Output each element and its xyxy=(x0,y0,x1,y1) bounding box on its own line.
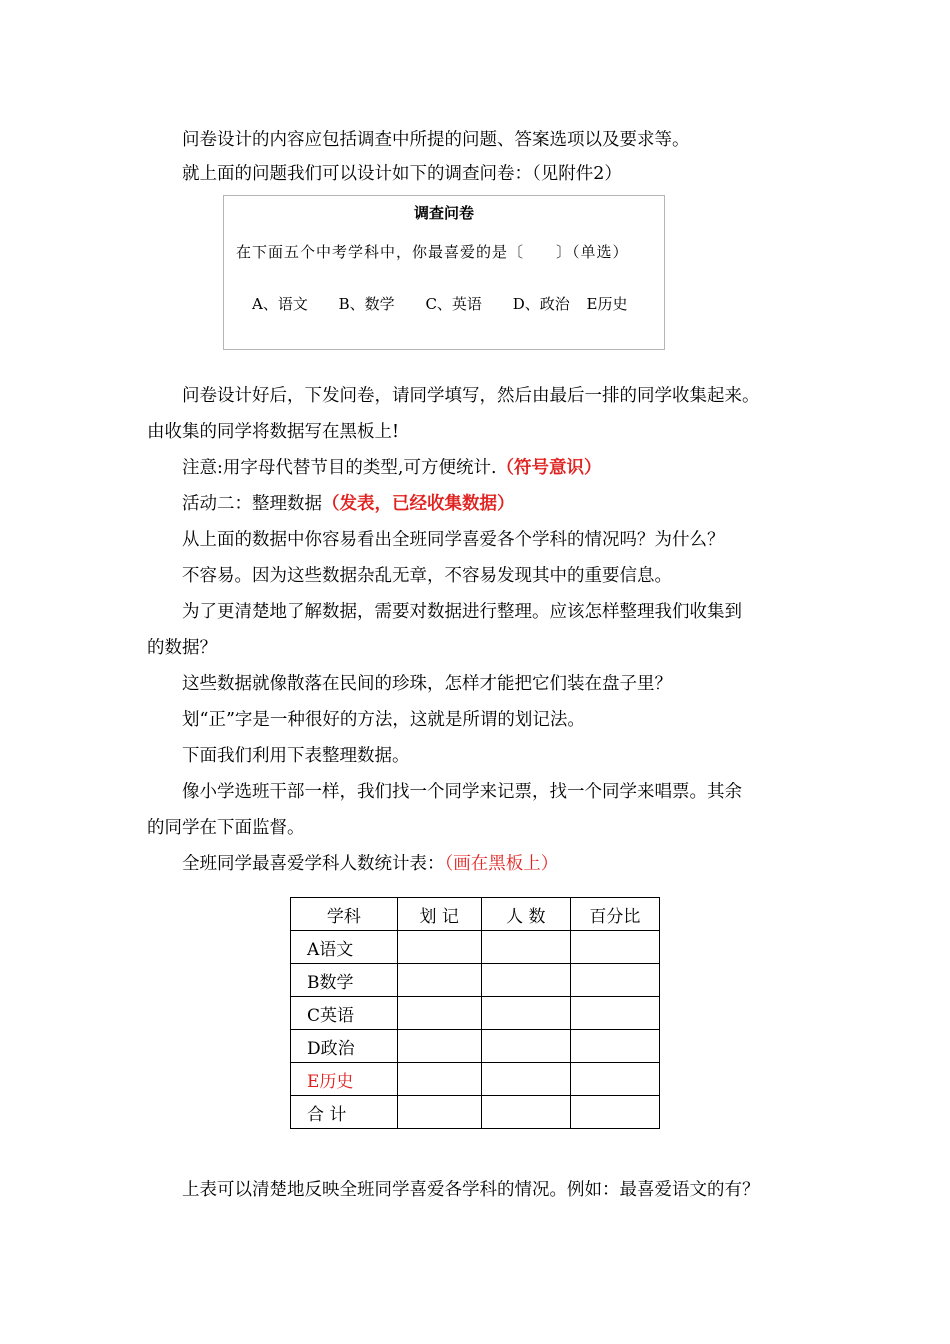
table-caption-highlight: （画在黑板上） xyxy=(444,854,559,874)
tally-cell xyxy=(397,964,481,997)
question-2: 这些数据就像散落在民间的珍珠，怎样才能把它们装在盘子里？ xyxy=(182,674,672,694)
activity-highlight: （发表，已经收集数据） xyxy=(322,494,515,514)
survey-option-e: E历史 xyxy=(586,295,628,313)
count-cell xyxy=(481,931,570,964)
note-line xyxy=(182,456,822,480)
percent-cell xyxy=(570,1063,659,1096)
para2-line-2: 的数据？ xyxy=(147,638,217,658)
table-header-row xyxy=(291,898,660,931)
para3-line-1: 像小学选班干部一样，我们找一个同学来记票，找一个同学来唱票。其余 xyxy=(182,782,742,802)
row-subject: A语文 xyxy=(291,931,398,964)
tally-cell xyxy=(397,1096,481,1129)
use-table-line: 下面我们利用下表整理数据。 xyxy=(182,746,410,766)
table-total-row xyxy=(291,1096,660,1129)
count-cell xyxy=(481,997,570,1030)
count-cell xyxy=(481,1096,570,1129)
row-subject: C英语 xyxy=(291,997,398,1030)
row-subject: D政治 xyxy=(291,1030,398,1063)
table-row xyxy=(291,931,660,964)
tally-cell xyxy=(397,1030,481,1063)
intro-line-2: 就上面的问题我们可以设计如下的调查问卷：（见附件2） xyxy=(182,164,622,184)
survey-box xyxy=(223,195,665,350)
count-cell xyxy=(481,1063,570,1096)
para2-line-1: 为了更清楚地了解数据，需要对数据进行整理。应该怎样整理我们收集到 xyxy=(182,602,742,622)
table-row xyxy=(291,1063,660,1096)
note-highlight: （符号意识） xyxy=(496,458,602,478)
table-row xyxy=(291,964,660,997)
header-tally: 划 记 xyxy=(397,898,481,931)
header-subject: 学科 xyxy=(291,898,398,931)
survey-option-a: A、语文 xyxy=(252,295,308,313)
tally-cell xyxy=(397,997,481,1030)
percent-cell xyxy=(570,931,659,964)
percent-cell xyxy=(570,997,659,1030)
intro-line-1: 问卷设计的内容应包括调查中所提的问题、答案选项以及要求等。 xyxy=(182,130,690,150)
row-subject: E历史 xyxy=(291,1063,398,1096)
activity-line xyxy=(182,492,822,516)
row-subject: B数学 xyxy=(291,964,398,997)
survey-option-c: C、英语 xyxy=(425,295,482,313)
survey-option-b: B、数学 xyxy=(338,295,395,313)
statistics-table xyxy=(290,897,660,1129)
row-total: 合 计 xyxy=(291,1096,398,1129)
percent-cell xyxy=(570,964,659,997)
count-cell xyxy=(481,1030,570,1063)
table-caption-text: 全班同学最喜爱学科人数统计表： xyxy=(182,854,445,874)
para3-line-2: 的同学在下面监督。 xyxy=(147,818,305,838)
para1-line-1: 问卷设计好后，下发问卷，请同学填写，然后由最后一排的同学收集起来。 xyxy=(182,386,760,406)
para1-line-2: 由收集的同学将数据写在黑板上! xyxy=(147,422,400,442)
table-row xyxy=(291,1030,660,1063)
table-row xyxy=(291,997,660,1030)
percent-cell xyxy=(570,1030,659,1063)
closing-line: 上表可以清楚地反映全班同学喜爱各学科的情况。例如：最喜爱语文的有？ xyxy=(182,1180,760,1200)
question-1: 从上面的数据中你容易看出全班同学喜爱各个学科的情况吗？为什么？ xyxy=(182,530,725,550)
survey-question: 在下面五个中考学科中，你最喜爱的是〔 〕（单选） xyxy=(236,243,629,261)
answer-1: 不容易。因为这些数据杂乱无章，不容易发现其中的重要信息。 xyxy=(182,566,672,586)
activity-text: 活动二：整理数据 xyxy=(182,494,322,514)
header-percent: 百分比 xyxy=(570,898,659,931)
survey-options xyxy=(252,294,653,314)
table-caption xyxy=(182,852,822,876)
survey-title: 调查问卷 xyxy=(413,204,474,222)
tally-cell xyxy=(397,1063,481,1096)
note-text: 注意:用字母代替节目的类型,可方便统计. xyxy=(182,458,497,478)
tally-cell xyxy=(397,931,481,964)
header-count: 人 数 xyxy=(481,898,570,931)
percent-cell xyxy=(570,1096,659,1129)
count-cell xyxy=(481,964,570,997)
tally-method: 划“正”字是一种很好的方法，这就是所谓的划记法。 xyxy=(182,710,585,730)
survey-option-d: D、政治 xyxy=(512,295,570,313)
